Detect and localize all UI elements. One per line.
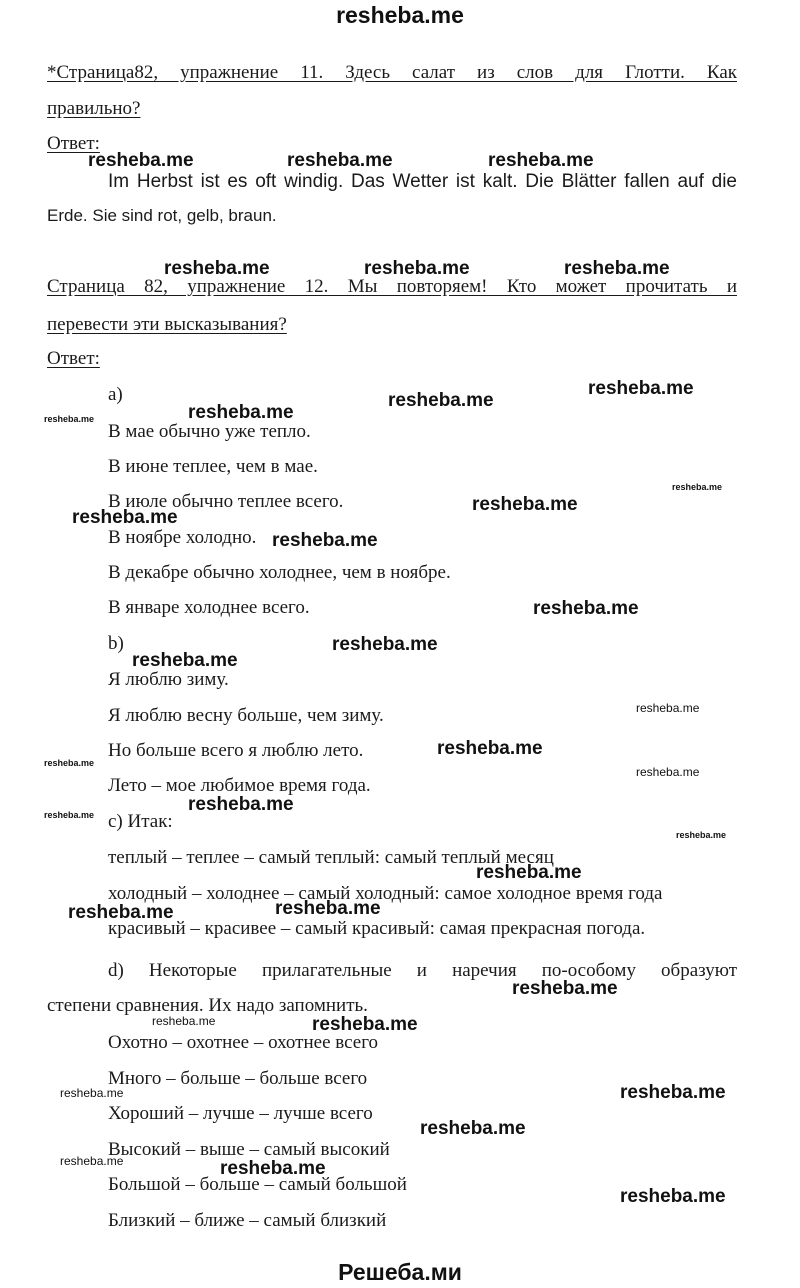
watermark: resheba.me [488,150,594,171]
section-a-label: a) [108,384,123,405]
section-d-line: Охотно – охотнее – охотнее всего [108,1032,379,1053]
watermark: resheba.me [60,1154,124,1168]
section-c-line: холодный – холоднее – самый холодный: самое холодное время года [108,883,663,904]
watermark: resheba.me [533,598,639,619]
watermark: resheba.me [44,810,95,820]
section-d-line1: d) Некоторые прилагательные и наречия по-особому образуют [108,960,737,981]
watermark: resheba.me [437,738,543,759]
site-header: resheba.me [336,2,464,28]
section-a-line: В мае обычно уже тепло. [108,421,311,442]
section-a-line: В ноябре холодно. [108,527,257,548]
watermark: resheba.me [676,830,727,840]
watermark: resheba.me [152,1014,216,1028]
watermark: resheba.me [132,650,238,671]
task2-heading-line1: Страница 82, упражнение 12. Мы повторяем! Кто может прочитать и [47,276,737,297]
section-b-label: b) [108,633,124,654]
watermark: resheba.me [72,507,178,528]
task1-text-line2: Erde. Sie sind rot, gelb, braun. [47,206,277,225]
section-d-line: Хороший – лучше – лучше всего [108,1103,373,1124]
watermark: resheba.me [388,390,494,411]
watermark: resheba.me [564,258,670,279]
watermark: resheba.me [44,758,95,768]
section-c-line: красивый – красивее – самый красивый: самая прекрасная погода. [108,918,646,939]
watermark: resheba.me [620,1186,726,1207]
section-b-line: Лето – мое любимое время года. [108,775,371,796]
section-d-line: Высокий – выше – самый высокий [108,1139,390,1160]
section-d-line2: степени сравнения. Их надо запомнить. [47,995,368,1016]
watermark: resheba.me [188,402,294,423]
watermark: resheba.me [476,862,582,883]
watermark: resheba.me [472,494,578,515]
section-c-line: теплый – теплее – самый теплый: самый теплый месяц [108,847,554,868]
watermark: resheba.me [287,150,393,171]
watermark: resheba.me [512,978,618,999]
section-d-line: Много – больше – больше всего [108,1068,368,1089]
watermark: resheba.me [68,902,174,923]
task2-heading-line2: перевести эти высказывания? [47,314,287,335]
watermark: resheba.me [60,1086,124,1100]
watermark: resheba.me [44,414,95,424]
section-b-line: Но больше всего я люблю лето. [108,740,364,761]
watermark: resheba.me [88,150,194,171]
section-c-label: c) Итак: [108,811,173,832]
section-a-line: В январе холоднее всего. [108,597,310,618]
watermark: resheba.me [220,1158,326,1179]
task1-heading-line2: правильно? [47,98,141,119]
watermark: resheba.me [364,258,470,279]
watermark: resheba.me [188,794,294,815]
watermark: resheba.me [420,1118,526,1139]
task2-answer-label: Ответ: [47,348,100,369]
section-d-line: Близкий – ближе – самый близкий [108,1210,387,1231]
watermark: resheba.me [275,898,381,919]
watermark: resheba.me [636,701,700,715]
watermark: resheba.me [620,1082,726,1103]
task1-text-line1: Im Herbst ist es oft windig. Das Wetter ist kalt. Die Blätter fallen auf die [108,171,737,192]
section-a-line: В июне теплее, чем в мае. [108,456,318,477]
watermark: resheba.me [332,634,438,655]
watermark: resheba.me [672,482,723,492]
task1-heading-line1: *Страница82, упражнение 11. Здесь салат из слов для Глотти. Как [47,62,737,83]
site-footer: Решеба.ми [338,1259,462,1285]
section-d-line: Большой – больше – самый большой [108,1174,407,1195]
watermark: resheba.me [636,765,700,779]
section-a-line: В декабре обычно холоднее, чем в ноябре. [108,562,451,583]
task1-answer-label: Ответ: [47,133,100,154]
section-b-line: Я люблю весну больше, чем зиму. [108,705,384,726]
watermark: resheba.me [272,530,378,551]
watermark: resheba.me [312,1014,418,1035]
section-b-line: Я люблю зиму. [108,669,229,690]
watermark: resheba.me [588,378,694,399]
section-a-line: В июле обычно теплее всего. [108,491,344,512]
watermark: resheba.me [164,258,270,279]
